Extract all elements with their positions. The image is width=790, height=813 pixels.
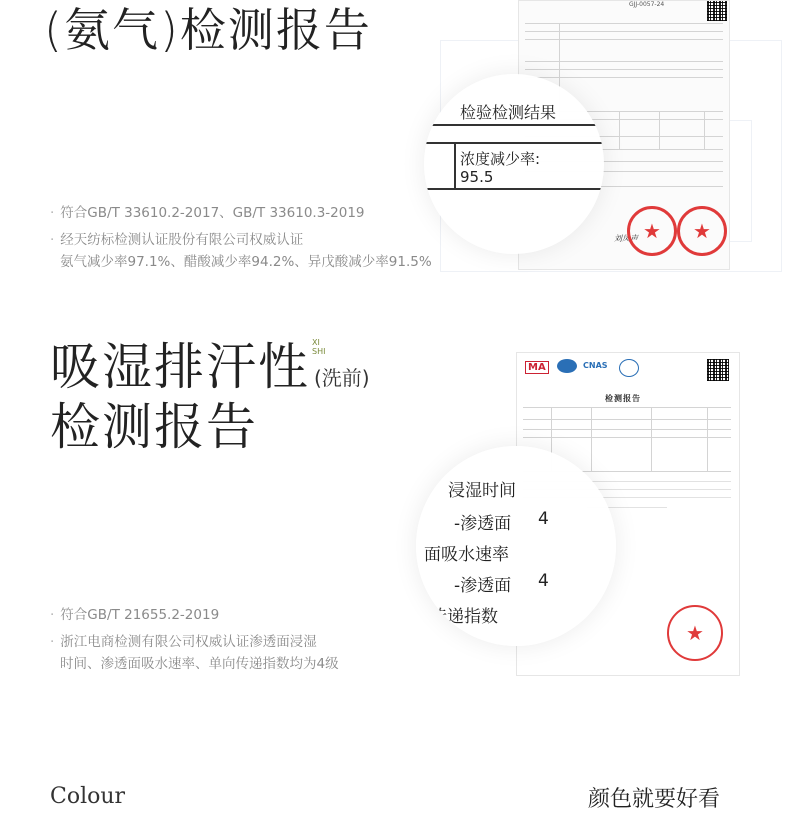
section2-pinyin: XI SHI — [312, 338, 326, 356]
footer-left-text: Colour — [50, 784, 126, 809]
section1-notes — [50, 202, 432, 273]
section1-title: (氨气)检测报告 — [44, 3, 372, 57]
qr-code — [707, 359, 729, 381]
cert-badge — [619, 359, 639, 377]
magnifier-line: -渗透面 — [454, 514, 512, 534]
magnifier-label: 浓度减少率: — [460, 150, 541, 168]
note-results: 时间、渗透面吸水速率、单向传递指数均为4级 — [60, 656, 339, 672]
cnas-logo: CNAS — [583, 361, 608, 370]
magnifier-line: -渗透面 — [454, 576, 512, 596]
report-header: 检测报告 — [605, 394, 641, 403]
magnifier-value: 95.5 — [460, 168, 494, 186]
section2-title-line2: 检测报告 — [50, 398, 258, 456]
qr-code — [707, 1, 727, 21]
red-seal-stamp — [677, 206, 727, 256]
footer-right-text: 颜色就要好看 — [588, 787, 721, 812]
note-certifier: · 浙江电商检测有限公司权威认证渗透面浸湿 — [50, 634, 317, 650]
report-id-label: GJJ-0057-24 — [629, 1, 665, 8]
note-certifier: · 经天纺标检测认证股份有限公司权威认证 — [50, 232, 304, 248]
magnifier-line: 浸湿时间 — [448, 481, 516, 501]
ilac-logo — [557, 359, 577, 373]
section2-notes — [50, 604, 339, 675]
magnifier-line: 面吸水速率 — [424, 545, 509, 565]
section2-title-suffix: (洗前) — [314, 366, 370, 390]
magnifier-line: 传递指数 — [430, 607, 498, 627]
red-seal-stamp — [627, 206, 677, 256]
magnifier-value: 4 — [538, 571, 549, 591]
report-signature: 刘凤声 — [614, 234, 638, 243]
magnifier-ammonia-result — [424, 74, 604, 254]
note-results: 氨气减少率97.1%、醋酸减少率94.2%、异戊酸减少率91.5% — [60, 254, 432, 270]
red-seal-stamp — [667, 605, 723, 661]
magnifier-moisture-result — [416, 446, 616, 646]
note-standard: · 符合GB/T 33610.2-2017、GB/T 33610.3-2019 — [50, 205, 365, 221]
ma-logo: MA — [525, 361, 549, 374]
section2-title-line1: 吸湿排汗性 — [50, 338, 310, 396]
magnifier-value: 4 — [538, 509, 549, 529]
note-standard: · 符合GB/T 21655.2-2019 — [50, 607, 220, 623]
magnifier-title: 检验检测结果 — [460, 103, 557, 122]
